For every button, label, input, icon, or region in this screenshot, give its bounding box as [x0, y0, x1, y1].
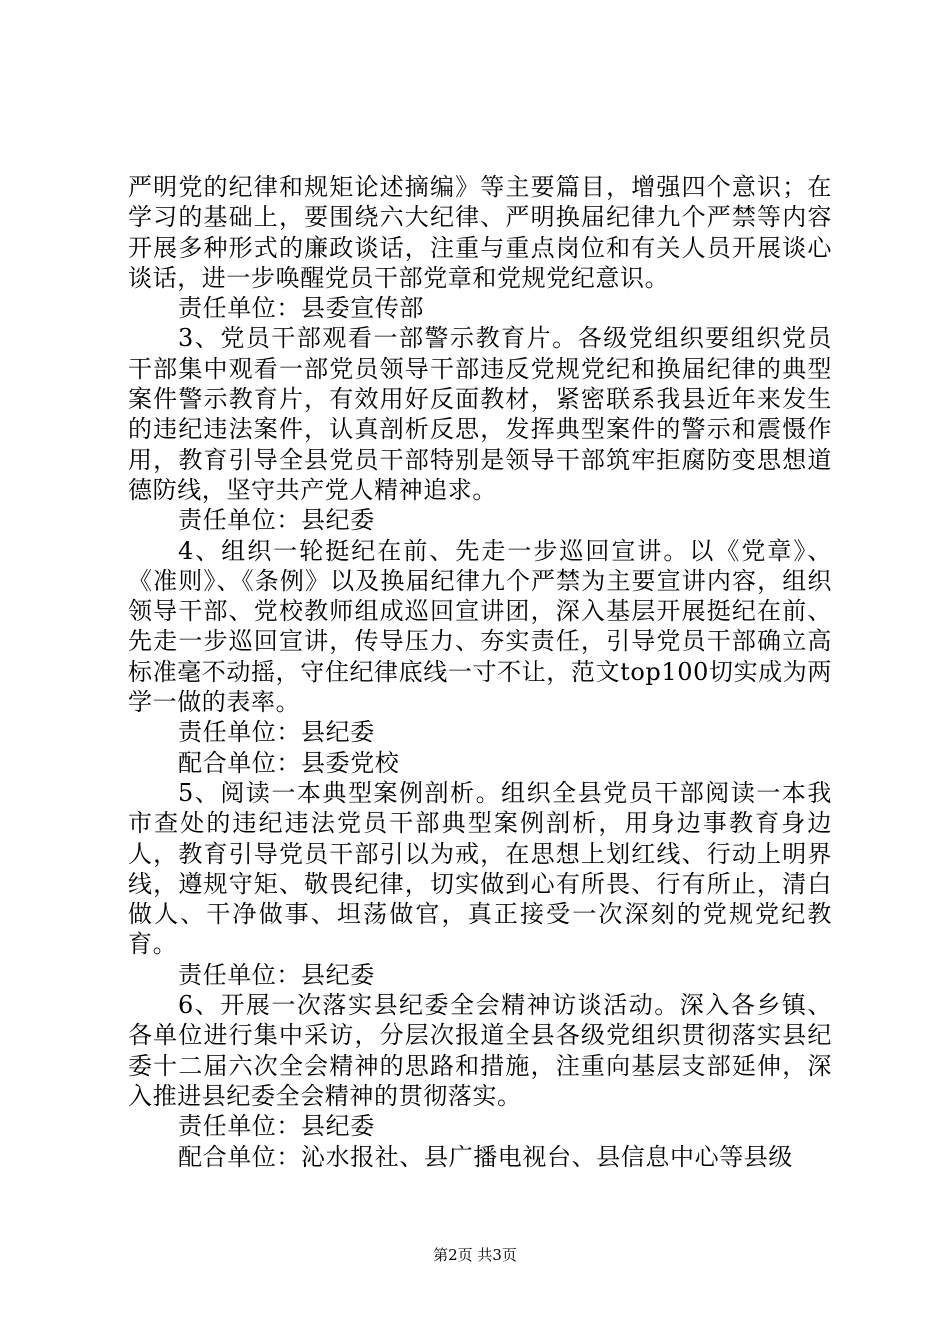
cooperating-unit-line: 配合单位：县委党校: [178, 748, 400, 777]
responsible-unit-line: 责任单位：县纪委: [178, 1112, 375, 1141]
paragraph-item-4: 4、组织一轮挺纪在前、先走一步巡回宣讲。以《党章》、《准则》、《条例》以及换届纪律九个严禁为主要宣讲内容，组织领导干部、党校教师组成巡回宣讲团，深入基层开展挺纪在前、先走一步巡回宣讲，传导压力、夯实责任，引导党员干部确立高标准毫不动摇，守住纪律底线一寸不让，范文top100切实成为两学一做的表率。: [128, 536, 832, 717]
responsible-unit-line: 责任单位：县委宣传部: [178, 294, 424, 323]
cooperating-unit-line: 配合单位：沁水报社、县广播电视台、县信息中心等县级: [178, 1142, 793, 1171]
responsible-unit-line: 责任单位：县纪委: [178, 506, 375, 535]
paragraph-continuation: 严明党的纪律和规矩论述摘编》等主要篇目，增强四个意识；在学习的基础上，要围绕六大纪律、严明换届纪律九个严禁等内容开展多种形式的廉政谈话，注重与重点岗位和有关人员开展谈心谈话，进一步唤醒党员干部党章和党规党纪意识。: [128, 173, 832, 292]
paragraph-item-5: 5、阅读一本典型案例剖析。组织全县党员干部阅读一本我市查处的违纪违法党员干部典型案例剖析，用身边事教育身边人，教育引导党员干部引以为戒，在思想上划红线、行动上明界线，遵规守矩、敬畏纪律，切实做到心有所畏、行有所止，清白做人、干净做事、坦荡做官，真正接受一次深刻的党规党纪教育。: [128, 778, 832, 959]
page-number-footer: 第2页 共3页: [433, 1246, 517, 1264]
responsible-unit-line: 责任单位：县纪委: [178, 718, 375, 747]
responsible-unit-line: 责任单位：县纪委: [178, 960, 375, 989]
document-body: [128, 172, 832, 1172]
paragraph-item-6: 6、开展一次落实县纪委全会精神访谈活动。深入各乡镇、各单位进行集中采访，分层次报道全县各级党组织贯彻落实县纪委十二届六次全会精神的思路和措施，注重向基层支部延伸，深入推进县纪委全会精神的贯彻落实。: [128, 991, 832, 1110]
paragraph-item-3: 3、党员干部观看一部警示教育片。各级党组织要组织党员干部集中观看一部党员领导干部违反党规党纪和换届纪律的典型案件警示教育片，有效用好反面教材，紧密联系我县近年来发生的违纪违法案件，认真剖析反思，发挥典型案件的警示和震慑作用，教育引导全县党员干部特别是领导干部筑牢拒腐防变思想道德防线，坚守共产党人精神追求。: [128, 324, 832, 504]
